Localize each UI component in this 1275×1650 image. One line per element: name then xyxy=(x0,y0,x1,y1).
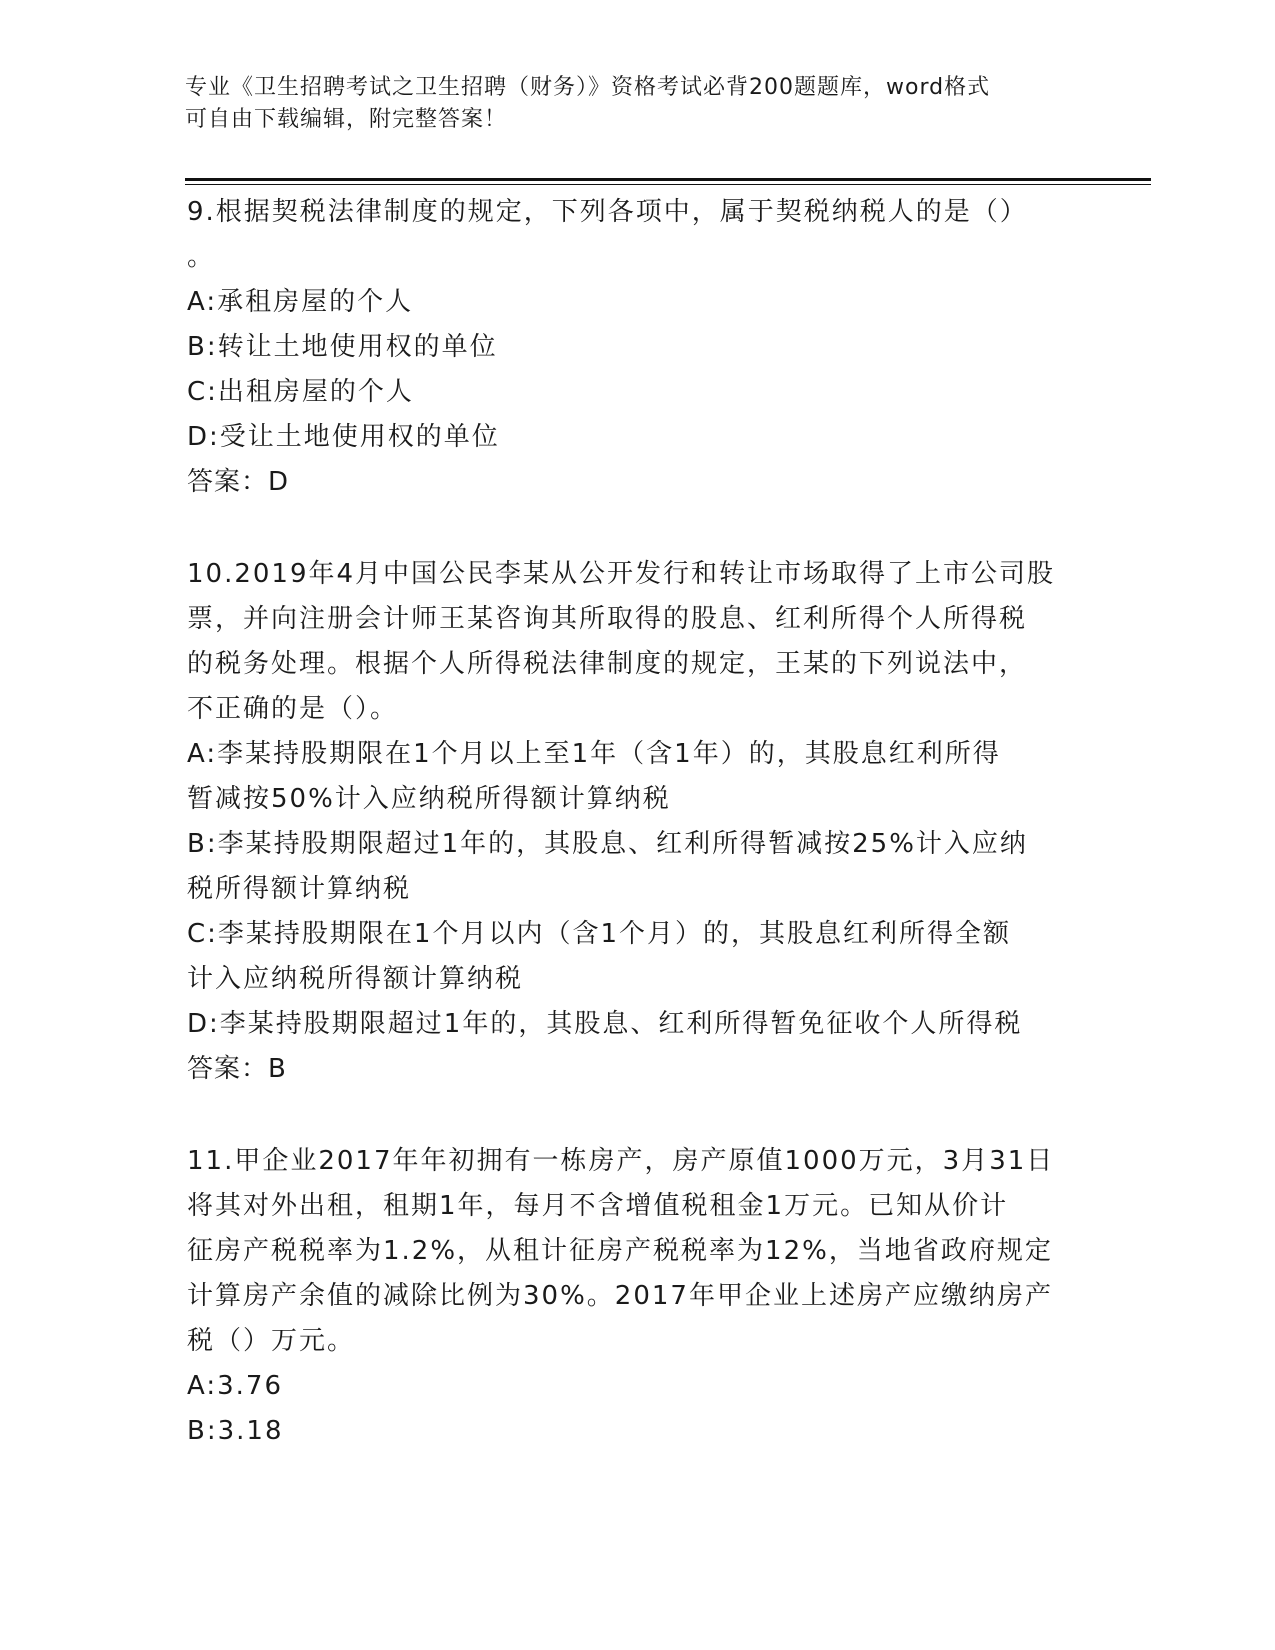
option-c: C:李某持股期限在1个月以内（含1个月）的，其股息红利所得全额 xyxy=(187,919,1011,949)
question-gap xyxy=(187,505,1087,552)
option-a: A:3.76 xyxy=(187,1371,283,1401)
header-rule-thick xyxy=(185,178,1151,181)
option-c: C:出租房屋的个人 xyxy=(187,377,414,407)
option-b: B:李某持股期限超过1年的，其股息、红利所得暂减按25%计入应纳 xyxy=(187,829,1028,859)
header-rule-thin xyxy=(185,184,1151,185)
question-text: 9.根据契税法律制度的规定，下列各项中，属于契税纳税人的是（） xyxy=(187,197,1028,227)
question-text: 将其对外出租，租期1年，每月不含增值税租金1万元。已知从价计 xyxy=(187,1191,1009,1221)
question-gap xyxy=(187,1092,1087,1139)
option-a-continued: 暂减按50%计入应纳税所得额计算纳税 xyxy=(187,784,671,814)
question-text: 税（）万元。 xyxy=(187,1326,356,1356)
question-9 xyxy=(187,190,1087,505)
answer: 答案：B xyxy=(187,1054,287,1084)
page-header xyxy=(185,72,1065,136)
option-b: B:转让土地使用权的单位 xyxy=(187,332,498,362)
question-text: 。 xyxy=(187,242,216,272)
header-line-2: 可自由下载编辑，附完整答案！ xyxy=(185,107,508,132)
question-text: 票，并向注册会计师王某咨询其所取得的股息、红利所得个人所得税 xyxy=(187,604,1028,634)
option-a: A:李某持股期限在1个月以上至1年（含1年）的，其股息红利所得 xyxy=(187,739,1001,769)
question-text: 的税务处理。根据个人所得税法律制度的规定，王某的下列说法中， xyxy=(187,649,1028,679)
question-text: 计算房产余值的减除比例为30%。2017年甲企业上述房产应缴纳房产 xyxy=(187,1281,1053,1311)
option-b-continued: 税所得额计算纳税 xyxy=(187,874,412,904)
question-text: 征房产税税率为1.2%，从租计征房产税税率为12%，当地省政府规定 xyxy=(187,1236,1053,1266)
option-d: D:受让土地使用权的单位 xyxy=(187,422,500,452)
option-d: D:李某持股期限超过1年的，其股息、红利所得暂免征收个人所得税 xyxy=(187,1009,1023,1039)
question-text: 10.2019年4月中国公民李某从公开发行和转让市场取得了上市公司股 xyxy=(187,559,1056,589)
question-list xyxy=(187,190,1087,1454)
question-10 xyxy=(187,552,1087,1092)
question-11 xyxy=(187,1139,1087,1454)
option-a: A:承租房屋的个人 xyxy=(187,287,414,317)
option-b: B:3.18 xyxy=(187,1416,284,1446)
question-text: 11.甲企业2017年年初拥有一栋房产，房产原值1000万元，3月31日 xyxy=(187,1146,1055,1176)
option-c-continued: 计入应纳税所得额计算纳税 xyxy=(187,964,524,994)
header-line-1: 专业《卫生招聘考试之卫生招聘（财务）》资格考试必背200题题库，word格式 xyxy=(185,75,991,100)
answer: 答案：D xyxy=(187,467,290,497)
question-text: 不正确的是（）。 xyxy=(187,694,399,724)
